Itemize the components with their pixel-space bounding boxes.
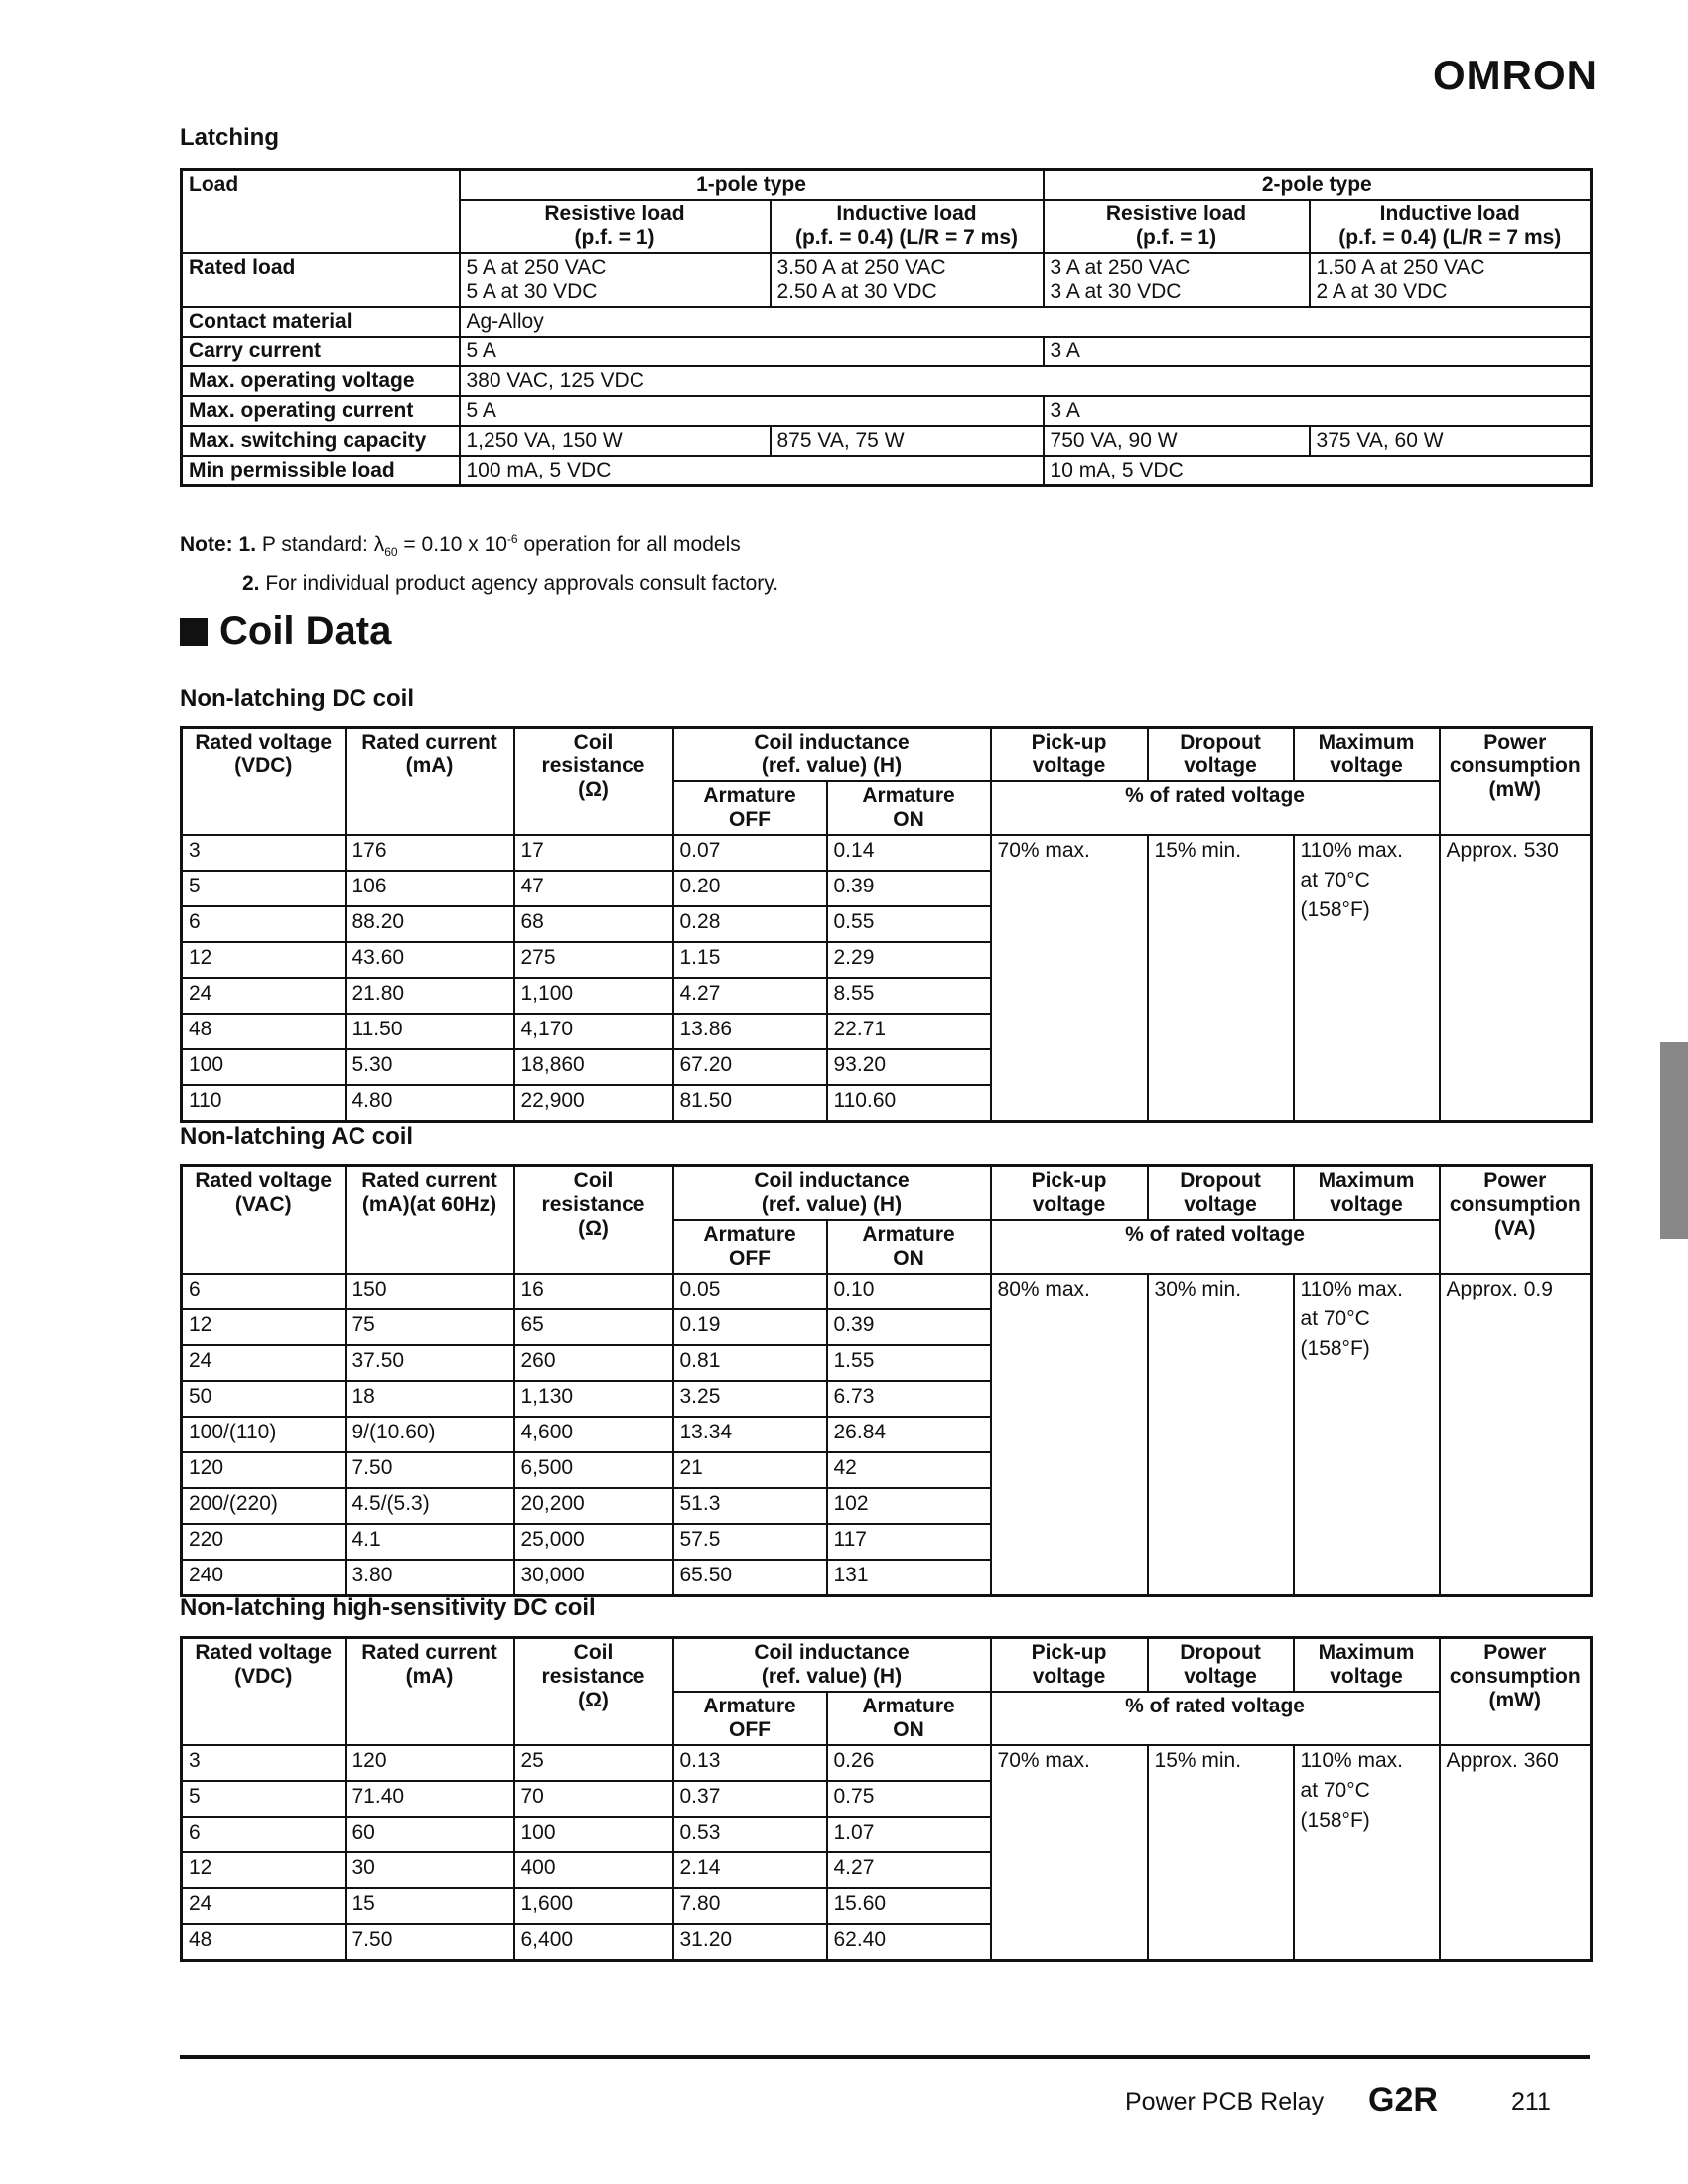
table-cell: 3.25 — [673, 1381, 827, 1417]
table-cell: 6 — [182, 906, 346, 942]
row-contact-material: Contact material Ag-Alloy — [182, 307, 1592, 337]
max-voltage-header: Maximum voltage — [1294, 1166, 1440, 1221]
table-cell: 25 — [514, 1745, 673, 1781]
table-cell: 6 — [182, 1817, 346, 1852]
table-cell: 12 — [182, 1309, 346, 1345]
dropout-header: Dropout voltage — [1148, 728, 1294, 782]
row-carry-current: Carry current 5 A 3 A — [182, 337, 1592, 366]
table-cell: 18 — [346, 1381, 514, 1417]
note-2: 2. For individual product agency approvals consult factory. — [242, 572, 779, 596]
note-1: Note: 1. P standard: $\lambda_{60} = 0.10$ x $10^{-6}$ operation for all models — [180, 532, 741, 560]
table-cell: 110 — [182, 1085, 346, 1122]
table-cell: 1,100 — [514, 978, 673, 1014]
table-cell: 120 — [346, 1745, 514, 1781]
table-cell: 4,600 — [514, 1417, 673, 1452]
table-cell: 6,500 — [514, 1452, 673, 1488]
table-cell: 21.80 — [346, 978, 514, 1014]
table-cell: 0.39 — [827, 1309, 991, 1345]
armature-off-header: Armature OFF — [673, 1692, 827, 1745]
coil-resistance-header: Coil resistance (Ω) — [514, 1638, 673, 1746]
table-cell: 0.75 — [827, 1781, 991, 1817]
armature-on-header: Armature ON — [827, 1220, 991, 1274]
dropout-value: 30% min. — [1148, 1274, 1294, 1596]
table-cell: 220 — [182, 1524, 346, 1560]
table-cell: 1.55 — [827, 1345, 991, 1381]
rated-current-header: Rated current (mA) — [346, 728, 514, 836]
pct-rated-header: % of rated voltage — [991, 1692, 1440, 1745]
table-cell: 200/(220) — [182, 1488, 346, 1524]
table-cell: 13.34 — [673, 1417, 827, 1452]
p1-ind-header: Inductive load (p.f. = 0.4) (L/R = 7 ms) — [771, 200, 1044, 253]
table-cell: 50 — [182, 1381, 346, 1417]
table-cell: 400 — [514, 1852, 673, 1888]
table-cell: 0.53 — [673, 1817, 827, 1852]
table-cell: 4.80 — [346, 1085, 514, 1122]
power-header: Power consumption (VA) — [1440, 1166, 1592, 1275]
table-cell: 47 — [514, 871, 673, 906]
table-cell: 48 — [182, 1014, 346, 1049]
table-cell: 0.26 — [827, 1745, 991, 1781]
square-bullet-icon — [180, 618, 208, 646]
footer-rule — [180, 2055, 1590, 2059]
dc-coil-table — [180, 726, 1593, 1123]
table-cell: 5.30 — [346, 1049, 514, 1085]
table-cell: 100 — [182, 1049, 346, 1085]
table-cell: 7.80 — [673, 1888, 827, 1924]
section-tab-marker — [1660, 1042, 1688, 1239]
table-cell: 5 — [182, 1781, 346, 1817]
inductance-header: Coil inductance (ref. value) (H) — [673, 1638, 991, 1693]
table-cell: 6,400 — [514, 1924, 673, 1961]
dropout-header: Dropout voltage — [1148, 1166, 1294, 1221]
table-cell: 2.14 — [673, 1852, 827, 1888]
pickup-value: 80% max. — [991, 1274, 1148, 1596]
table-cell: 25,000 — [514, 1524, 673, 1560]
table-cell: 93.20 — [827, 1049, 991, 1085]
pickup-header: Pick-up voltage — [991, 1638, 1148, 1693]
table-cell: 65 — [514, 1309, 673, 1345]
table-cell: 7.50 — [346, 1452, 514, 1488]
table-cell: 120 — [182, 1452, 346, 1488]
table-cell: 110.60 — [827, 1085, 991, 1122]
table-cell: 62.40 — [827, 1924, 991, 1961]
table-cell: 117 — [827, 1524, 991, 1560]
pct-rated-header: % of rated voltage — [991, 781, 1440, 835]
power-header: Power consumption (mW) — [1440, 1638, 1592, 1746]
table-cell: 0.14 — [827, 835, 991, 871]
table-cell: 24 — [182, 1888, 346, 1924]
table-cell: 11.50 — [346, 1014, 514, 1049]
latching-table — [180, 168, 1593, 487]
table-cell: 67.20 — [673, 1049, 827, 1085]
pickup-header: Pick-up voltage — [991, 728, 1148, 782]
pickup-value: 70% max. — [991, 835, 1148, 1122]
inductance-header: Coil inductance (ref. value) (H) — [673, 728, 991, 782]
table-cell: 15.60 — [827, 1888, 991, 1924]
max-voltage-header: Maximum voltage — [1294, 728, 1440, 782]
table-cell: 17 — [514, 835, 673, 871]
table-row — [182, 835, 1592, 871]
armature-on-header: Armature ON — [827, 1692, 991, 1745]
table-cell: 31.20 — [673, 1924, 827, 1961]
table-cell: 1,600 — [514, 1888, 673, 1924]
table-cell: 18,860 — [514, 1049, 673, 1085]
table-row — [182, 1745, 1592, 1781]
table-cell: 5 — [182, 871, 346, 906]
table-cell: 30,000 — [514, 1560, 673, 1596]
dropout-value: 15% min. — [1148, 1745, 1294, 1961]
table-cell: 0.81 — [673, 1345, 827, 1381]
col-load: Load — [182, 170, 460, 254]
inductance-header: Coil inductance (ref. value) (H) — [673, 1166, 991, 1221]
rated-voltage-header: Rated voltage (VAC) — [182, 1166, 346, 1275]
rated-current-header: Rated current (mA)(at 60Hz) — [346, 1166, 514, 1275]
latching-heading: Latching — [180, 124, 279, 151]
max-voltage-header: Maximum voltage — [1294, 1638, 1440, 1693]
table-cell: 65.50 — [673, 1560, 827, 1596]
table-cell: 51.3 — [673, 1488, 827, 1524]
armature-off-header: Armature OFF — [673, 1220, 827, 1274]
table-cell: 0.37 — [673, 1781, 827, 1817]
footer-page-number: 211 — [1511, 2088, 1551, 2116]
brand-logo: OMRON — [1433, 52, 1598, 98]
table-cell: 7.50 — [346, 1924, 514, 1961]
dc-coil-heading: Non-latching DC coil — [180, 685, 414, 712]
table-cell: 0.20 — [673, 871, 827, 906]
table-cell: 100 — [514, 1817, 673, 1852]
table-cell: 131 — [827, 1560, 991, 1596]
power-value: Approx. 530 — [1440, 835, 1592, 1122]
table-row — [182, 1274, 1592, 1309]
table-cell: 240 — [182, 1560, 346, 1596]
table-cell: 3 — [182, 835, 346, 871]
table-cell: 6 — [182, 1274, 346, 1309]
pickup-value: 70% max. — [991, 1745, 1148, 1961]
row-rated-load: Rated load 5 A at 250 VAC 5 A at 30 VDC 3.50 A at 250 VAC 2.50 A at 30 VDC 3 A at 250 VAC 3 A at 30 VDC 1.50 A at 250 VAC 2 A at 30 VDC — [182, 253, 1592, 307]
table-cell: 13.86 — [673, 1014, 827, 1049]
coil-resistance-header: Coil resistance (Ω) — [514, 1166, 673, 1275]
table-cell: 4,170 — [514, 1014, 673, 1049]
ac-coil-heading: Non-latching AC coil — [180, 1123, 414, 1150]
table-cell: 81.50 — [673, 1085, 827, 1122]
table-cell: 106 — [346, 871, 514, 906]
table-cell: 1,130 — [514, 1381, 673, 1417]
table-cell: 275 — [514, 942, 673, 978]
table-cell: 4.27 — [827, 1852, 991, 1888]
p2-ind-header: Inductive load (p.f. = 0.4) (L/R = 7 ms) — [1310, 200, 1592, 253]
row-max-op-current: Max. operating current 5 A 3 A — [182, 396, 1592, 426]
table-cell: 3 — [182, 1745, 346, 1781]
dropout-header: Dropout voltage — [1148, 1638, 1294, 1693]
rated-current-header: Rated current (mA) — [346, 1638, 514, 1746]
pickup-header: Pick-up voltage — [991, 1166, 1148, 1221]
p1-res-header: Resistive load (p.f. = 1) — [460, 200, 771, 253]
table-cell: 60 — [346, 1817, 514, 1852]
table-cell: 0.13 — [673, 1745, 827, 1781]
dropout-value: 15% min. — [1148, 835, 1294, 1122]
table-cell: 150 — [346, 1274, 514, 1309]
table-cell: 88.20 — [346, 906, 514, 942]
table-cell: 0.07 — [673, 835, 827, 871]
table-cell: 1.07 — [827, 1817, 991, 1852]
table-cell: 22.71 — [827, 1014, 991, 1049]
table-cell: 20,200 — [514, 1488, 673, 1524]
table-cell: 2.29 — [827, 942, 991, 978]
table-cell: 0.19 — [673, 1309, 827, 1345]
table-cell: 30 — [346, 1852, 514, 1888]
table-cell: 26.84 — [827, 1417, 991, 1452]
table-cell: 42 — [827, 1452, 991, 1488]
table-cell: 260 — [514, 1345, 673, 1381]
table-cell: 9/(10.60) — [346, 1417, 514, 1452]
table-cell: 57.5 — [673, 1524, 827, 1560]
table-cell: 8.55 — [827, 978, 991, 1014]
table-cell: 22,900 — [514, 1085, 673, 1122]
coil-resistance-header: Coil resistance (Ω) — [514, 728, 673, 836]
table-cell: 16 — [514, 1274, 673, 1309]
row-min-load: Min permissible load 100 mA, 5 VDC 10 mA, 5 VDC — [182, 456, 1592, 486]
power-header: Power consumption (mW) — [1440, 728, 1592, 836]
table-cell: 24 — [182, 978, 346, 1014]
hs-coil-heading: Non-latching high-sensitivity DC coil — [180, 1594, 596, 1621]
table-cell: 100/(110) — [182, 1417, 346, 1452]
table-cell: 71.40 — [346, 1781, 514, 1817]
armature-on-header: Armature ON — [827, 781, 991, 835]
max-voltage-value: 110% max. at 70°C (158°F) — [1294, 1745, 1440, 1961]
table-cell: 1.15 — [673, 942, 827, 978]
table-cell: 4.1 — [346, 1524, 514, 1560]
table-cell: 48 — [182, 1924, 346, 1961]
p2-res-header: Resistive load (p.f. = 1) — [1044, 200, 1310, 253]
table-cell: 43.60 — [346, 942, 514, 978]
power-value: Approx. 360 — [1440, 1745, 1592, 1961]
table-cell: 15 — [346, 1888, 514, 1924]
coil-data-title: Coil Data — [180, 610, 391, 654]
table-cell: 70 — [514, 1781, 673, 1817]
pct-rated-header: % of rated voltage — [991, 1220, 1440, 1274]
footer-product: Power PCB Relay — [1125, 2088, 1325, 2116]
table-cell: 21 — [673, 1452, 827, 1488]
table-cell: 0.05 — [673, 1274, 827, 1309]
max-voltage-value: 110% max. at 70°C (158°F) — [1294, 1274, 1440, 1596]
table-cell: 12 — [182, 942, 346, 978]
hs-coil-table — [180, 1636, 1593, 1962]
table-cell: 0.39 — [827, 871, 991, 906]
table-cell: 0.28 — [673, 906, 827, 942]
row-max-switching: Max. switching capacity 1,250 VA, 150 W 875 VA, 75 W 750 VA, 90 W 375 VA, 60 W — [182, 426, 1592, 456]
table-cell: 102 — [827, 1488, 991, 1524]
table-cell: 4.5/(5.3) — [346, 1488, 514, 1524]
table-cell: 3.80 — [346, 1560, 514, 1596]
footer-model: G2R — [1368, 2081, 1438, 2118]
notes — [180, 524, 778, 599]
pole1-header: 1-pole type — [460, 170, 1044, 201]
power-value: Approx. 0.9 — [1440, 1274, 1592, 1596]
table-cell: 0.55 — [827, 906, 991, 942]
table-cell: 176 — [346, 835, 514, 871]
table-cell: 6.73 — [827, 1381, 991, 1417]
max-voltage-value: 110% max. at 70°C (158°F) — [1294, 835, 1440, 1122]
rated-voltage-header: Rated voltage (VDC) — [182, 1638, 346, 1746]
ac-coil-table — [180, 1164, 1593, 1597]
table-cell: 68 — [514, 906, 673, 942]
table-cell: 24 — [182, 1345, 346, 1381]
pole2-header: 2-pole type — [1044, 170, 1592, 201]
table-cell: 4.27 — [673, 978, 827, 1014]
table-cell: 75 — [346, 1309, 514, 1345]
row-max-op-voltage: Max. operating voltage 380 VAC, 125 VDC — [182, 366, 1592, 396]
table-cell: 37.50 — [346, 1345, 514, 1381]
table-cell: 12 — [182, 1852, 346, 1888]
table-cell: 0.10 — [827, 1274, 991, 1309]
rated-voltage-header: Rated voltage (VDC) — [182, 728, 346, 836]
armature-off-header: Armature OFF — [673, 781, 827, 835]
